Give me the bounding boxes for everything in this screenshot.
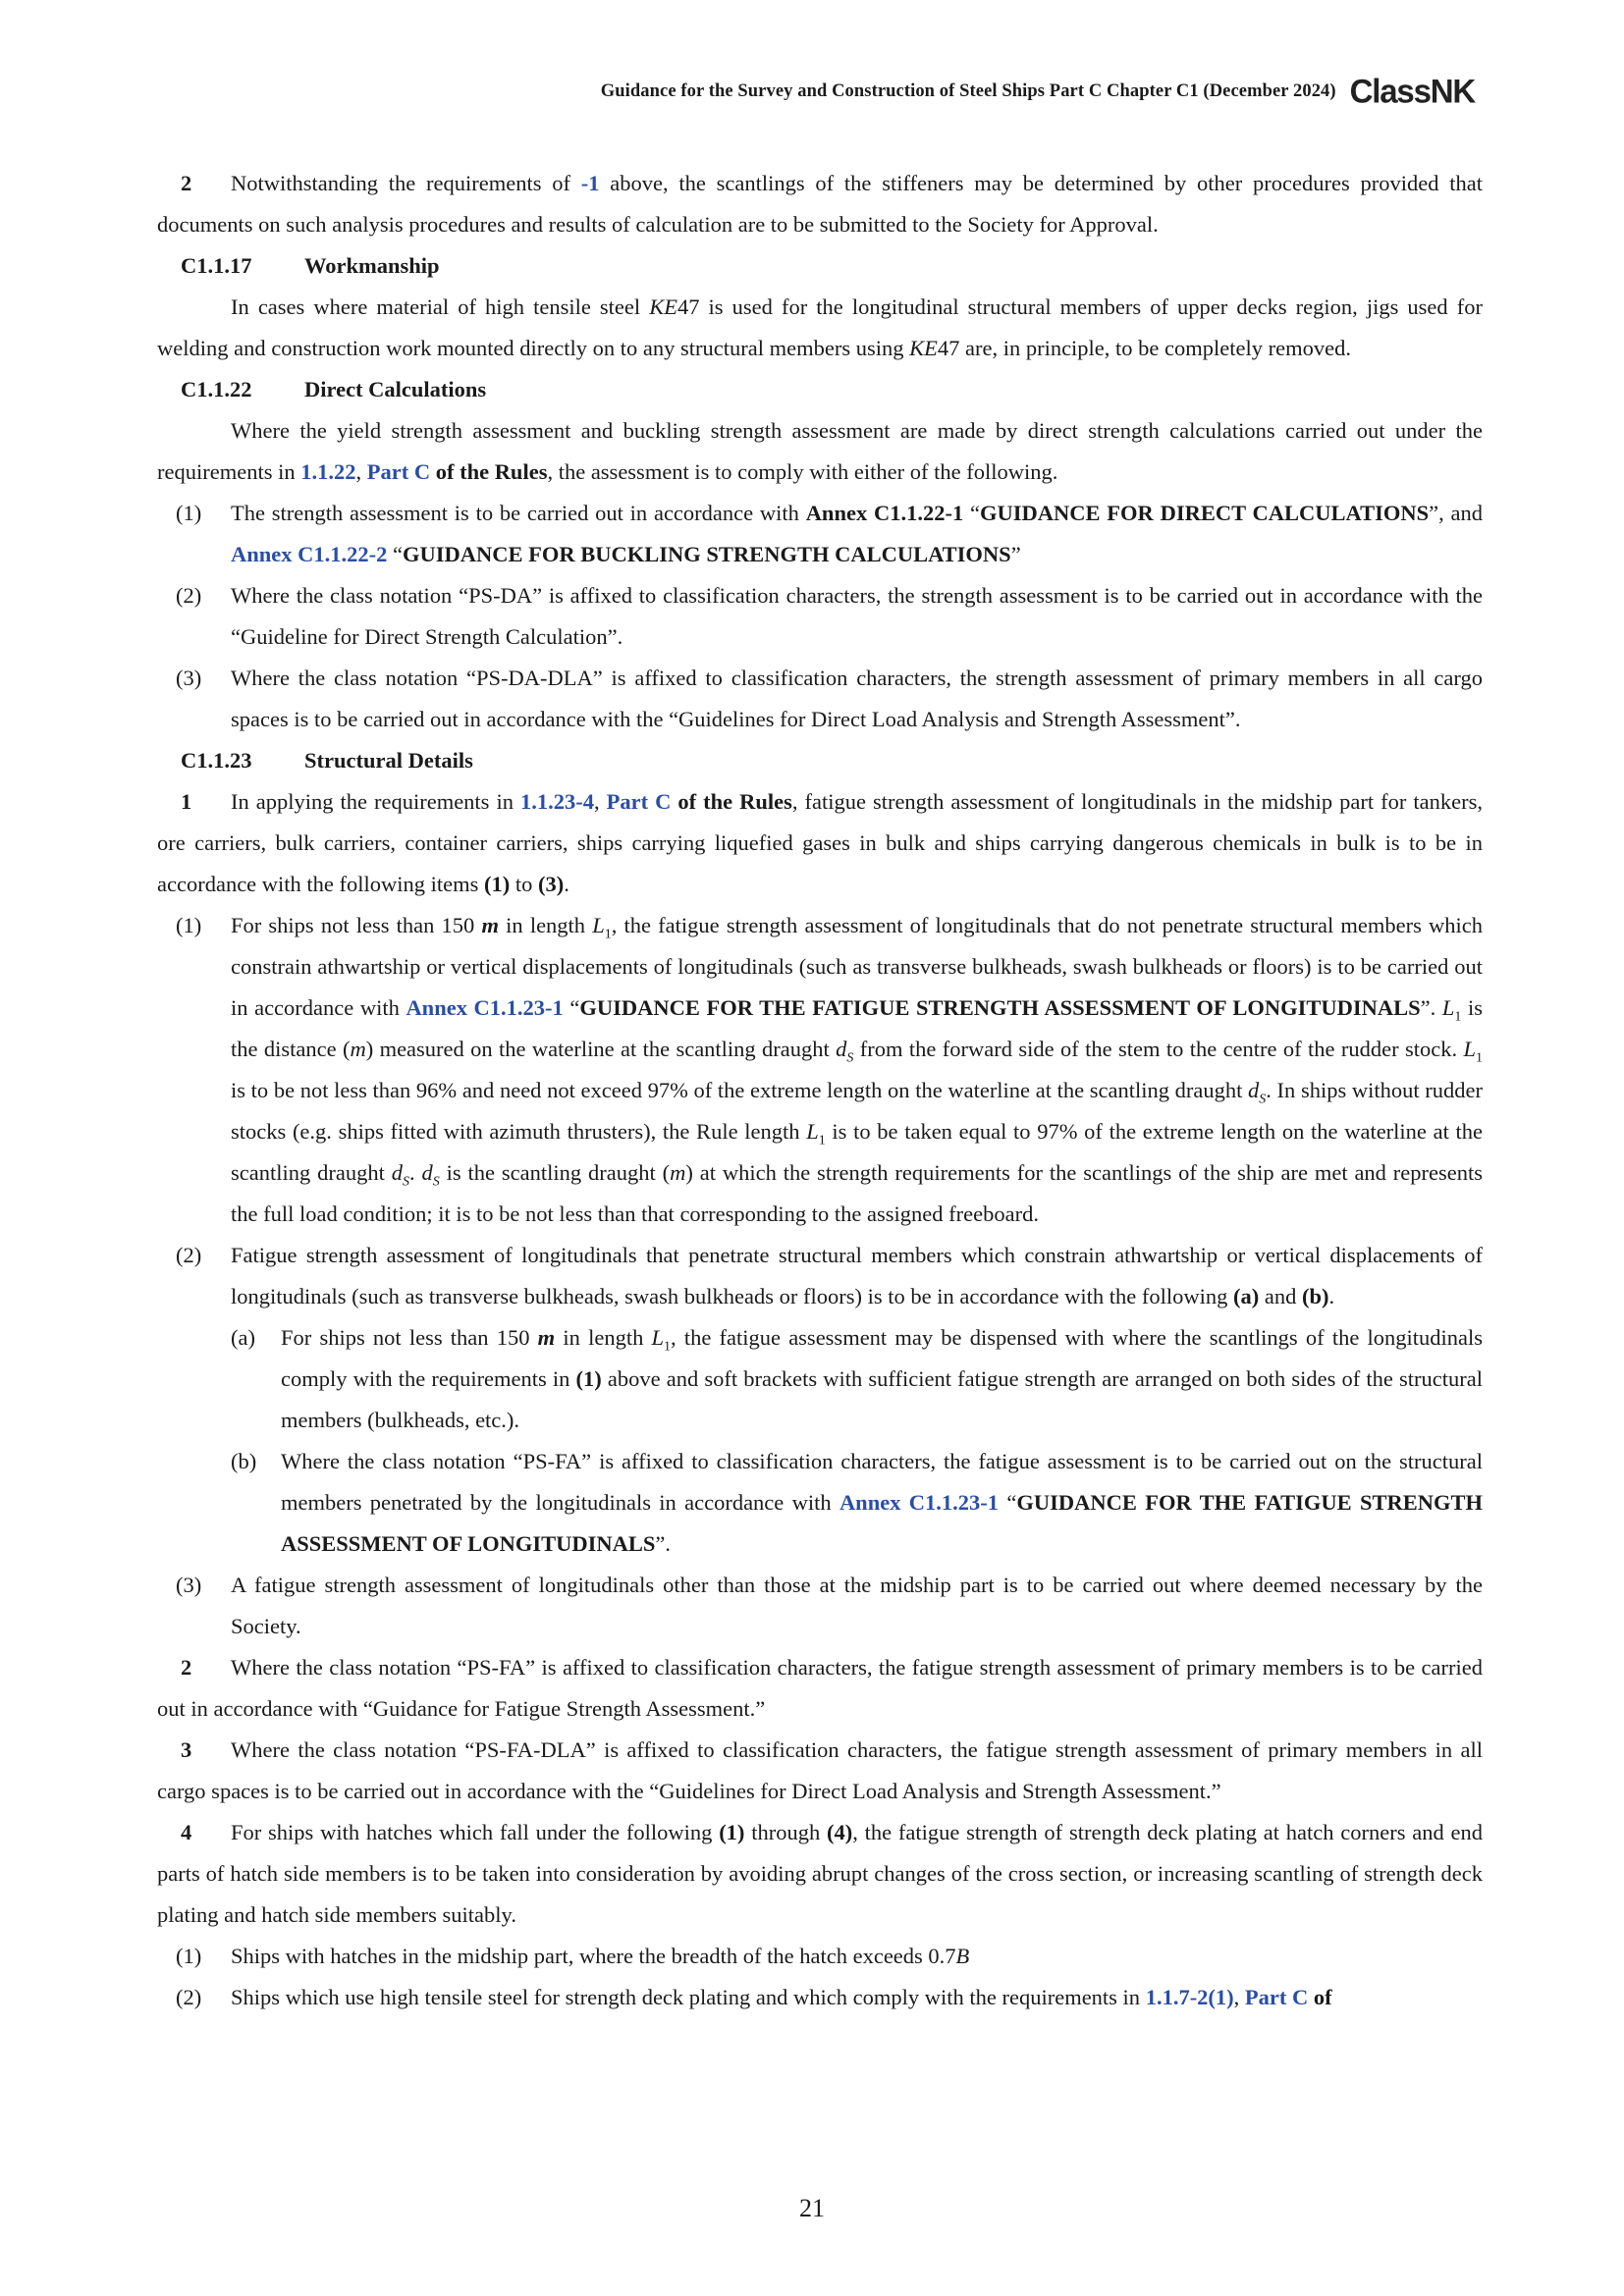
list-item: (2) Where the class notation “PS-DA” is affixed to classification characters, the strength assessment is to be carried out in accordance with the “Guideline for Direct Strength Calculation”. — [176, 583, 1483, 649]
cross-reference-link[interactable]: -1 — [580, 171, 600, 195]
part-c-link[interactable]: Part C — [606, 789, 672, 814]
part-c-link[interactable]: Part C — [366, 459, 431, 484]
section-c1-1-23-paragraph-1: 1 In applying the requirements in 1.1.23-4, Part C of the Rules, fatigue strength assessment of longitudinals in the midship part for tankers, ore carriers, bulk carriers, container carriers, ships carrying liquefied gases in bulk and ships carrying dangerous chemicals in bulk is to be in accordance with the following items (1) to (3). — [157, 789, 1484, 896]
list-item: (1) For ships not less than 150 m in length $L_1$, the fatigue strength assessment of longitudinals that do not penetrate structural members which constrain athwartship or vertical displacements of longitudinals (such as transverse bulkheads, swash bulkheads or floors) is to be carried out in accordance with Annex C1.1.23-1 “GUIDANCE FOR THE FATIGUE STRENGTH ASSESSMENT OF LONGITUDINALS”. $L_1$ is the distance (m) measured on the waterline at the scantling draught $d_S$ from the forward side of the stem to the centre of the rudder stock. $L_1$ is to be not less than 96% and need not exceed 97% of the extreme length on the waterline at the scantling draught $d_S$. In ships without rudder stocks (e.g. ships fitted with azimuth thrusters), the Rule length $L_1$ is to be taken equal to 97% of the extreme length on the waterline at the scantling draught $d_S$. $d_S$ is the scantling draught (m) at which the strength requirements for the scantlings of the ship are met and represents the full load condition; it is to be not less than that corresponding to the assigned freeboard. — [176, 913, 1484, 1226]
section-heading-c1-1-22: C1.1.22 Direct Calculations — [181, 377, 487, 401]
paragraph-number: 2 — [181, 171, 192, 195]
list-item: (2) Ships which use high tensile steel for strength deck plating and which comply with the requirements in 1.1.7-2(1), Part C of — [176, 1985, 1332, 2009]
section-heading-c1-1-17: C1.1.17 Workmanship — [181, 253, 440, 278]
section-c1-1-17-text: In cases where material of high tensile steel KE47 is used for the longitudinal structural members of upper decks region, jigs used for welding and construction work mounted directly on to any structural members using KE47 are, in principle, to be completely removed. — [157, 294, 1483, 360]
annex-link[interactable]: Annex C1.1.23-1 — [839, 1490, 1000, 1515]
section-c1-1-23-paragraph-2: 2 Where the class notation “PS-FA” is affixed to classification characters, the fatigue strength assessment of primary members is to be carried out in accordance with “Guidance for Fatigue Strength Assessment.” — [157, 1655, 1483, 1721]
list-item: (3) Where the class notation “PS-DA-DLA” is affixed to classification characters, the strength assessment of primary members in all cargo spaces is to be carried out in accordance with the “Guidelines for Direct Load Analysis and Strength Assessment”. — [176, 666, 1483, 731]
header-title: Guidance for the Survey and Construction of Steel Ships Part C Chapter C1 (December 2024) — [600, 80, 1336, 101]
list-item: (1) Ships with hatches in the midship part, where the breadth of the hatch exceeds 0.7B — [176, 1944, 970, 1968]
annex-link[interactable]: Annex C1.1.23-1 — [406, 995, 564, 1020]
section-c1-1-23-paragraph-3: 3 Where the class notation “PS-FA-DLA” is affixed to classification characters, the fatigue strength assessment of primary members in all cargo spaces is to be carried out in accordance with the “Guidelines for Direct Load Analysis and Strength Assessment.” — [157, 1737, 1483, 1803]
list-item: (2) Fatigue strength assessment of longitudinals that penetrate structural members which constrain athwartship or vertical displacements of longitudinals (such as transverse bulkheads, swash bulkheads or floors) is to be in accordance with the following (a) and (b). — [176, 1243, 1483, 1308]
part-c-link[interactable]: Part C — [1244, 1985, 1309, 2009]
list-item: (1) The strength assessment is to be carried out in accordance with Annex C1.1.22-1 “GUIDANCE FOR DIRECT CALCULATIONS”, and Annex C1.1.22-2 “GUIDANCE FOR BUCKLING STRENGTH CALCULATIONS” — [176, 501, 1483, 566]
paragraph-2: 2 Notwithstanding the requirements of -1 above, the scantlings of the stiffeners may be determined by other procedures provided that documents on such analysis procedures and results of calculation are to be submitted to the Society for Approval. — [157, 163, 1483, 245]
classnk-logo: ClassNK — [1349, 72, 1475, 110]
page-number: 21 — [799, 2194, 825, 2222]
rule-link[interactable]: 1.1.22 — [300, 459, 356, 484]
page-header — [601, 73, 1475, 110]
section-c1-1-23-paragraph-4: 4 For ships with hatches which fall under the following (1) through (4), the fatigue strength of strength deck plating at hatch corners and end parts of hatch side members is to be taken into consideration by avoiding abrupt changes of the cross section, or increasing scantling of strength deck plating and hatch side members suitably. — [157, 1820, 1484, 1927]
document-body — [157, 163, 1483, 2018]
section-c1-1-22-text: Where the yield strength assessment and buckling strength assessment are made by direct strength calculations carried out under the requirements in 1.1.22, Part C of the Rules, the assessment is to comply with either of the following. — [157, 418, 1483, 484]
section-heading-c1-1-23: C1.1.23 Structural Details — [181, 748, 473, 773]
sub-list-item: (b) Where the class notation “PS-FA” is affixed to classification characters, the fatigue assessment is to be carried out on the structural members penetrated by the longitudinals in accordance with Annex C1.1.23-1 “GUIDANCE FOR THE FATIGUE STRENGTH ASSESSMENT OF LONGITUDINALS”. — [231, 1449, 1483, 1556]
list-item: (3) A fatigue strength assessment of longitudinals other than those at the midship part is to be carried out where deemed necessary by the Society. — [176, 1573, 1483, 1638]
rule-link[interactable]: 1.1.23-4 — [519, 789, 594, 814]
rule-link[interactable]: 1.1.7-2(1) — [1145, 1985, 1234, 2009]
sub-list-item: (a) For ships not less than 150 m in length $L_1$, the fatigue assessment may be dispensed with where the scantlings of the longitudinals comply with the requirements in (1) above and soft brackets with sufficient fatigue strength are arranged on both sides of the structural members (bulkheads, etc.). — [231, 1325, 1483, 1432]
annex-link[interactable]: Annex C1.1.22-2 — [231, 542, 388, 566]
